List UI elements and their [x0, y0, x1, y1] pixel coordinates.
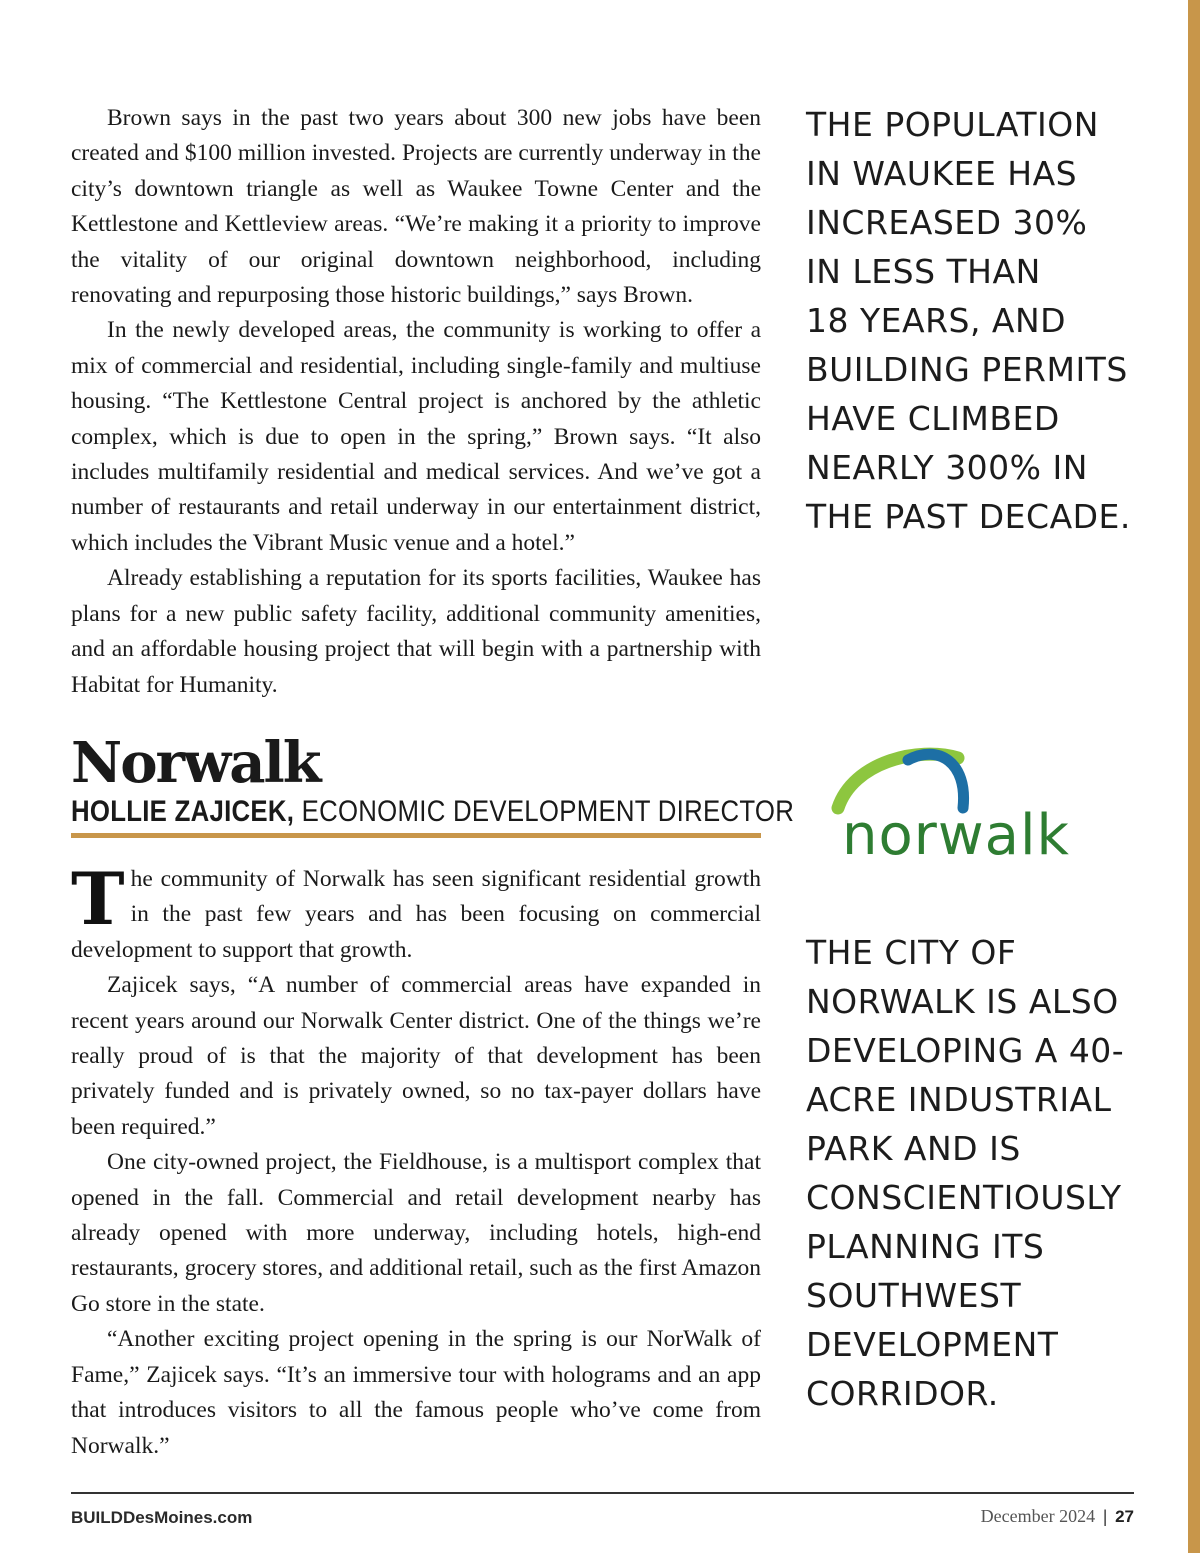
pull-quote-line: BUILDING PERMITS — [806, 350, 1128, 389]
norwalk-paragraph-1-text: he community of Norwalk has seen significant residential growth in the past few years and has been focusing on commercial development to support that growth. — [71, 866, 761, 963]
drop-cap: T — [71, 856, 125, 941]
waukee-article-body — [71, 101, 761, 703]
norwalk-paragraph-3: One city-owned project, the Fieldhouse, is a multisport complex that opened in the fall. Commercial and retail development nearby has already opened with more underway, including hotels, high-end restaurants, grocery stores, and additional retail, such as the first Amazon Go store in the state. — [71, 1149, 761, 1317]
pull-quote-line: ACRE INDUSTRIAL — [806, 1080, 1112, 1119]
pull-quote-line: DEVELOPING A 40- — [806, 1031, 1125, 1070]
page-number: 27 — [1115, 1507, 1134, 1526]
norwalk-paragraph-1 — [71, 856, 761, 968]
norwalk-logo — [808, 742, 1108, 864]
logo-blue-arc — [908, 754, 964, 808]
norwalk-logo-graphic — [808, 742, 1108, 864]
pull-quote-line: CONSCIENTIOUSLY — [806, 1178, 1122, 1217]
norwalk-paragraph-2: Zajicek says, “A number of commercial areas have expanded in recent years around our Norwalk Center district. One of the things we’re really proud of is that the majority of that development has been privately funded and is privately owned, so no tax-payer dollars have been required.” — [71, 972, 761, 1140]
pull-quote-line: 18 YEARS, AND — [806, 301, 1067, 340]
pull-quote-line: HAVE CLIMBED — [806, 399, 1060, 438]
norwalk-article-body — [71, 856, 761, 1464]
pull-quote-line: IN LESS THAN — [806, 252, 1041, 291]
footer-date-page — [981, 1506, 1134, 1527]
pull-quote-line: THE CITY OF — [806, 933, 1017, 972]
pull-quote-line: PARK AND IS — [806, 1129, 1021, 1168]
pull-quote-line: INCREASED 30% — [806, 203, 1088, 242]
waukee-paragraph-2: In the newly developed areas, the community is working to offer a mix of commercial and residential, including single-family and multiuse housing. “The Kettlestone Central project is anchored by the athletic complex, which is due to open in the spring,” Brown says. “It also includes multifamily residential and medical services. And we’ve got a number of restaurants and retail underway in our entertainment district, which includes the Vibrant Music venue and a hotel.” — [71, 317, 761, 556]
footer-date: December 2024 — [980, 1506, 1096, 1526]
norwalk-byline — [71, 792, 795, 832]
page-edge-accent-bar — [1188, 0, 1200, 1553]
norwalk-section-title: Norwalk — [71, 730, 320, 796]
footer-site-link[interactable]: BUILDDesMoines.com — [71, 1508, 253, 1527]
footer-separator: | — [1103, 1506, 1108, 1526]
norwalk-pull-quote — [806, 928, 1136, 1418]
byline-role: ECONOMIC DEVELOPMENT DIRECTOR — [301, 795, 795, 828]
waukee-paragraph-1: Brown says in the past two years about 300 new jobs have been created and $100 million invested. Projects are currently underway in the city’s downtown triangle as well as Waukee Towne Center and the Kettlestone and Kettleview areas. “We’re making it a priority to improve the vitality of our original downtown neighborhood, including renovating and repurposing those historic buildings,” says Brown. — [71, 105, 761, 309]
waukee-pull-quote — [806, 100, 1136, 541]
footer-rule — [71, 1492, 1134, 1494]
norwalk-paragraph-4: “Another exciting project opening in the spring is our NorWalk of Fame,” Zajicek says. “It’s an immersive tour with holograms and an app that introduces visitors to all the famous people who’ve come from Norwalk.” — [71, 1326, 761, 1459]
pull-quote-line: NEARLY 300% IN — [806, 448, 1088, 487]
pull-quote-line: IN WAUKEE HAS — [806, 154, 1078, 193]
pull-quote-line: PLANNING ITS — [806, 1227, 1045, 1266]
pull-quote-line: THE POPULATION — [806, 105, 1099, 144]
pull-quote-line: DEVELOPMENT — [806, 1325, 1059, 1364]
logo-wordmark: norwalk — [842, 803, 1070, 864]
pull-quote-line: CORRIDOR. — [806, 1374, 999, 1413]
byline-name: HOLLIE ZAJICEK, — [71, 795, 295, 828]
pull-quote-line: THE PAST DECADE. — [806, 497, 1131, 536]
waukee-paragraph-3: Already establishing a reputation for its sports facilities, Waukee has plans for a new public safety facility, additional community amenities, and an affordable housing project that will begin with a partnership with Habitat for Humanity. — [71, 565, 761, 698]
section-divider-rule — [71, 833, 761, 838]
logo-green-arc — [838, 754, 958, 808]
pull-quote-line: SOUTHWEST — [806, 1276, 1022, 1315]
pull-quote-line: NORWALK IS ALSO — [806, 982, 1119, 1021]
